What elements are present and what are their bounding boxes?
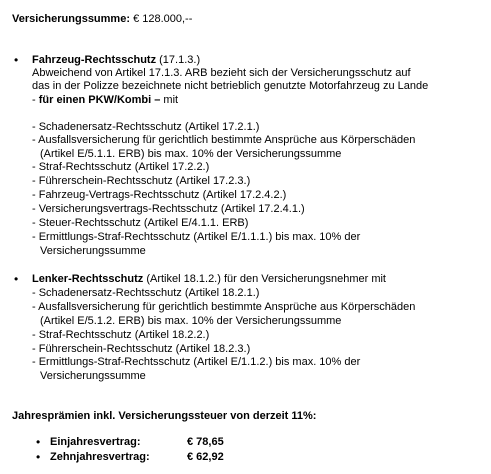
lenker-rest: (Artikel 18.1.2.) für den Versicherungsnehmer mit [143,273,386,285]
fahrzeug-item: - Ermittlungs-Straf-Rechtsschutz (Artikel E/1.1.1.) bis max. 10% der [32,231,361,243]
fahrzeug-item: - Fahrzeug-Vertrags-Rechtsschutz (Artikel 17.2.4.2.) [32,189,287,201]
fahrzeug-item: - Versicherungsvertrags-Rechtsschutz (Artikel 17.2.4.1.) [32,203,305,215]
fahrzeug-item: Versicherungssumme [40,245,146,257]
fahrzeug-item: - Führerschein-Rechtsschutz (Artikel 17.2.3.) [32,175,251,187]
lenker-item: - Führerschein-Rechtsschutz (Artikel 18.2.3.) [32,343,251,355]
premium-label-1yr: Einjahresvertrag: [50,436,141,448]
lenker-item: - Ermittlungs-Straf-Rechtsschutz (Artikel E/1.1.2.) bis max. 10% der [32,356,361,368]
lenker-item: - Ausfallsversicherung für gerichtlich bestimmte Ansprüche aus Körperschäden [32,301,416,313]
lenker-title: Lenker-Rechtsschutz [32,273,144,285]
premium-value-1yr: € 78,65 [187,436,224,448]
fahrzeug-item: - Steuer-Rechtsschutz (Artikel E/4.1.1. ERB) [32,217,249,229]
bullet-icon: • [14,53,19,67]
premium-value-10yr: € 62,92 [187,451,224,463]
insurance-sum-line [12,13,192,26]
fahrzeug-item: - Straf-Rechtsschutz (Artikel 17.2.2.) [32,161,210,173]
fahrzeug-item: - Schadenersatz-Rechtsschutz (Artikel 17.2.1.) [32,121,260,133]
fahrzeug-intro-3: - für einen PKW/Kombi – mit [32,94,179,106]
premium-label-10yr: Zehnjahresvertrag: [50,451,150,463]
lenker-heading [32,273,386,286]
bullet-icon: • [36,435,41,449]
vehicle-type: für einen PKW/Kombi – [38,94,161,106]
fahrzeug-heading [32,54,200,67]
fahrzeug-item: - Ausfallsversicherung für gerichtlich bestimmte Ansprüche aus Körperschäden [32,134,416,146]
fahrzeug-item: (Artikel E/5.1.1. ERB) bis max. 10% der Versicherungssumme [40,148,342,160]
lenker-item: (Artikel E/5.1.2. ERB) bis max. 10% der Versicherungssumme [40,315,342,327]
lenker-item: - Straf-Rechtsschutz (Artikel 18.2.2.) [32,329,210,341]
fahrzeug-intro-1: Abweichend von Artikel 17.1.3. ARB bezieht sich der Versicherungsschutz auf [32,67,411,79]
premiums-heading: Jahresprämien inkl. Versicherungssteuer von derzeit 11%: [12,410,317,422]
insurance-sum-value: € 128.000,-- [133,13,193,25]
fahrzeug-intro-2: das in der Polizze bezeichnete nicht betrieblich genutzte Motorfahrzeug zu Lande [32,80,429,92]
bullet-icon: • [36,450,41,464]
lenker-item: - Schadenersatz-Rechtsschutz (Artikel 18.2.1.) [32,287,260,299]
insurance-sum-label: Versicherungssumme: [12,13,130,25]
fahrzeug-ref: (17.1.3.) [159,54,201,66]
fahrzeug-title: Fahrzeug-Rechtsschutz [32,54,157,66]
bullet-icon: • [14,272,19,286]
lenker-item: Versicherungssumme [40,370,146,382]
